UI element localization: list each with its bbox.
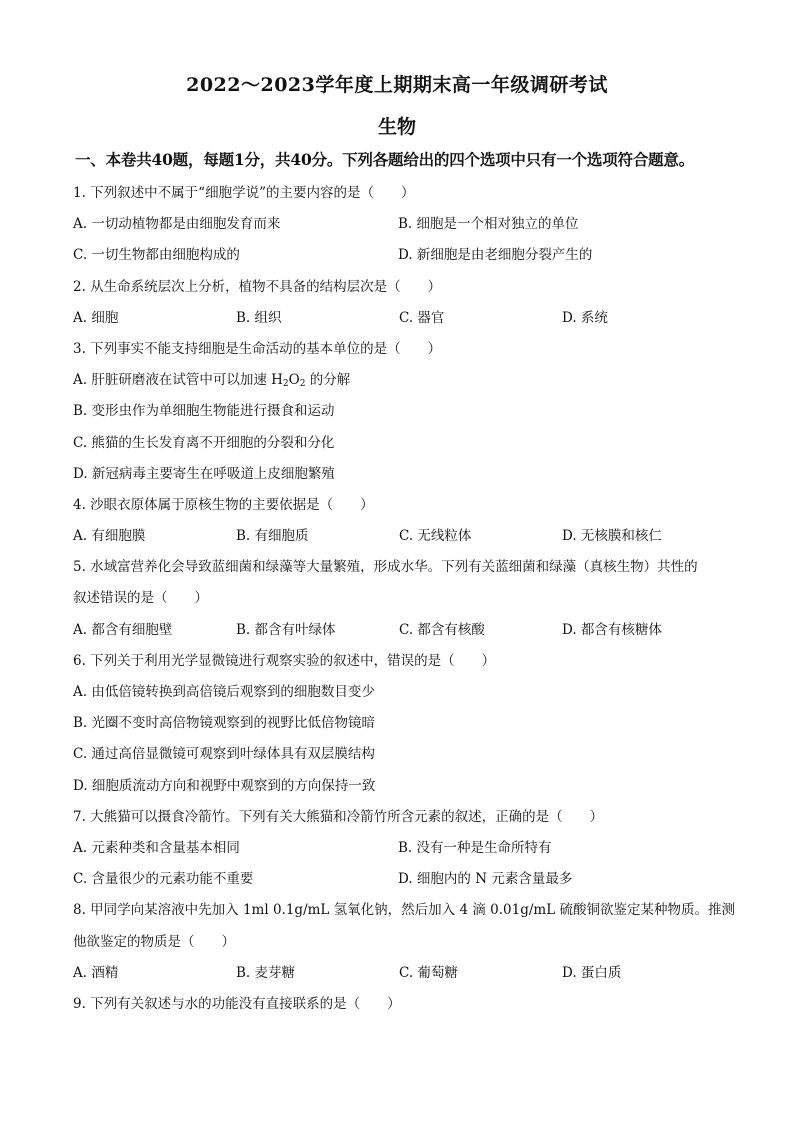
- subscript: 2: [299, 379, 306, 390]
- question-7-options: [73, 833, 733, 864]
- question-6-option-b[interactable]: B. 光圈不变时高倍物镜观察到的视野比低倍物镜暗: [73, 715, 376, 732]
- question-1-options: [73, 209, 733, 240]
- question-8-option-c[interactable]: C. 葡萄糖: [399, 964, 458, 981]
- question-2-option-a[interactable]: A. 细胞: [73, 309, 119, 326]
- question-2-option-c[interactable]: C. 器官: [399, 309, 445, 326]
- question-5-option-a[interactable]: A. 都含有细胞壁: [73, 621, 173, 638]
- question-8-stem-cont: 他欲鉴定的物质是（ ）: [73, 933, 235, 950]
- question-1-option-c[interactable]: C. 一切生物都由细胞构成的: [73, 247, 240, 264]
- question-6-stem: 6. 下列关于利用光学显微镜进行观察实验的叙述中，错误的是（ ）: [73, 652, 496, 669]
- question-9-stem: 9. 下列有关叙述与水的功能没有直接联系的是（ ）: [73, 995, 401, 1012]
- question-2-options: [73, 303, 733, 334]
- question-5-stem: 5. 水域富营养化会导致蓝细菌和绿藻等大量繁殖，形成水华。下列有关蓝细菌和绿藻（真核生物）共性的: [73, 559, 698, 576]
- question-5-options: [73, 615, 733, 646]
- question-4-option-d[interactable]: D. 无核膜和核仁: [562, 528, 662, 545]
- question-4-option-c[interactable]: C. 无线粒体: [399, 528, 472, 545]
- question-7-options-2: [73, 864, 733, 895]
- question-8-options: [73, 958, 733, 989]
- question-2-stem: 2. 从生命系统层次上分析，植物不具备的结构层次是（ ）: [73, 278, 442, 295]
- question-5-option-c[interactable]: C. 都含有核酸: [399, 621, 485, 638]
- question-2-option-d[interactable]: D. 系统: [562, 309, 608, 326]
- question-8-stem: 8. 甲同学向某溶液中先加入 1ml 0.1g/mL 氢氧化钠，然后加入 4 滴 0.01g/mL 硫酸铜欲鉴定某种物质。推测: [73, 902, 735, 919]
- section-heading: 一、本卷共40题，每题1分，共40分。下列各题给出的四个选项中只有一个选项符合题意。: [75, 150, 695, 169]
- question-4-option-b[interactable]: B. 有细胞质: [236, 528, 309, 545]
- question-2-option-b[interactable]: B. 组织: [236, 309, 282, 326]
- question-7-option-c[interactable]: C. 含量很少的元素功能不重要: [73, 871, 254, 888]
- question-4-options: [73, 521, 733, 552]
- question-1-option-b[interactable]: B. 细胞是一个相对独立的单位: [398, 216, 579, 233]
- question-8-option-a[interactable]: A. 酒精: [73, 964, 119, 981]
- question-5-option-d[interactable]: D. 都含有核糖体: [562, 621, 662, 638]
- question-4-option-a[interactable]: A. 有细胞膜: [73, 528, 146, 545]
- question-1-option-a[interactable]: A. 一切动植物都是由细胞发育而来: [73, 216, 281, 233]
- question-3-option-d[interactable]: D. 新冠病毒主要寄生在呼吸道上皮细胞繁殖: [73, 465, 335, 482]
- question-7-option-b[interactable]: B. 没有一种是生命所特有: [398, 839, 552, 856]
- question-1-options-2: [73, 240, 733, 271]
- exam-title: 2022～2023学年度上期期末高一年级调研考试: [186, 74, 608, 96]
- question-3-option-a-text: A. 肝脏研磨液在试管中可以加速 H: [73, 372, 283, 389]
- question-list: [73, 178, 733, 1020]
- question-8-option-b[interactable]: B. 麦芽糖: [236, 964, 296, 981]
- question-1-option-d[interactable]: D. 新细胞是由老细胞分裂产生的: [398, 247, 593, 264]
- question-8-option-d[interactable]: D. 蛋白质: [562, 964, 622, 981]
- question-6-option-d[interactable]: D. 细胞质流动方向和视野中观察到的方向保持一致: [73, 777, 376, 794]
- question-6-option-a[interactable]: A. 由低倍镜转换到高倍镜后观察到的细胞数目变少: [73, 684, 375, 700]
- exam-subject: 生物: [377, 116, 416, 138]
- question-3-option-c[interactable]: C. 熊猫的生长发育离不开细胞的分裂和分化: [73, 434, 335, 451]
- question-7-stem: 7. 大熊猫可以摄食冷箭竹。下列有关大熊猫和冷箭竹所含元素的叙述，正确的是（ ）: [73, 808, 604, 825]
- question-7-option-d[interactable]: D. 细胞内的 N 元素含量最多: [398, 871, 573, 888]
- question-7-option-a[interactable]: A. 元素种类和含量基本相同: [73, 839, 240, 856]
- question-3-stem: 3. 下列事实不能支持细胞是生命活动的基本单位的是（ ）: [73, 340, 442, 357]
- question-3-option-a[interactable]: [73, 365, 733, 396]
- subscript: 2: [282, 379, 289, 390]
- question-5-stem-cont: 叙述错误的是（ ）: [73, 590, 208, 607]
- question-5-option-b[interactable]: B. 都含有叶绿体: [236, 621, 336, 638]
- question-4-stem: 4. 沙眼衣原体属于原核生物的主要依据是（ ）: [73, 496, 374, 513]
- question-3-option-a-text: 的分解: [305, 372, 351, 389]
- question-1-stem: 1. 下列叙述中不属于“细胞学说”的主要内容的是（ ）: [73, 185, 415, 201]
- question-3-option-a-text: O: [288, 372, 300, 389]
- question-3-option-b[interactable]: B. 变形虫作为单细胞生物能进行摄食和运动: [73, 403, 335, 420]
- question-6-option-c[interactable]: C. 通过高倍显微镜可观察到叶绿体具有双层膜结构: [73, 746, 375, 763]
